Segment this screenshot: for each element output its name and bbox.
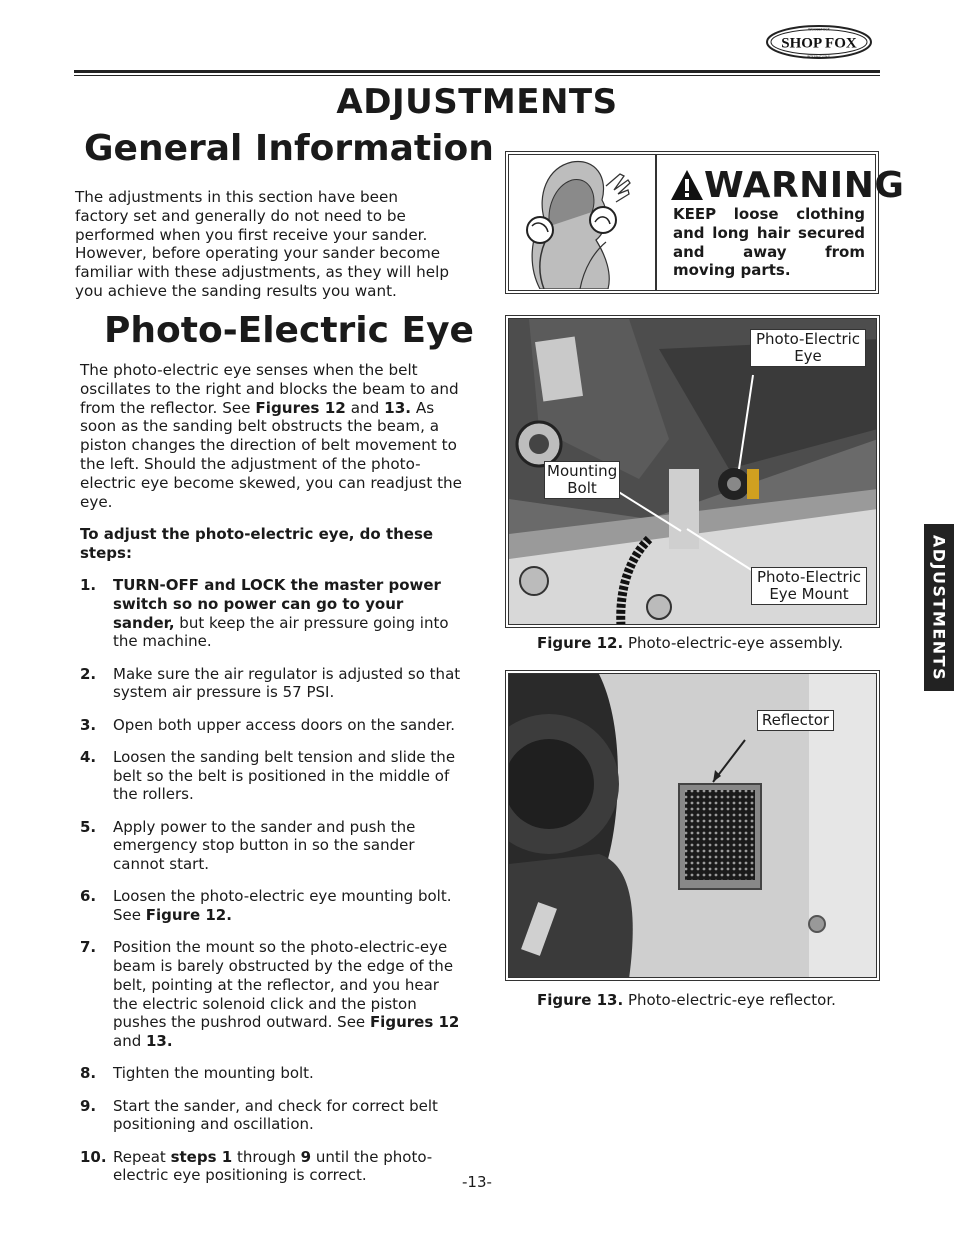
callout-photo-electric-eye: Photo-Electric Eye — [750, 329, 866, 367]
step-3: 3. Open both upper access doors on the sander. — [80, 715, 455, 734]
steps-list — [80, 576, 465, 1199]
step-2: 2. Make sure the air regulator is adjusted so that system air pressure is 57 PSI. — [80, 664, 461, 702]
figure-12-caption: Figure 12. Photo-electric-eye assembly. — [537, 634, 844, 652]
svg-text:INTERNATIONAL: INTERNATIONAL — [806, 54, 832, 59]
callout-mounting-bolt: Mounting Bolt — [544, 461, 620, 499]
step-6: 6. Loosen the photo-electric eye mounting bolt. See Figure 12. — [80, 887, 452, 925]
section-title: ADJUSTMENTS — [336, 82, 618, 122]
steps-intro: To adjust the photo-electric eye, do these steps: — [80, 525, 434, 562]
step-1: 1. TURN-OFF and LOCK the master power switch so no power can go to your sander, but keep the air pressure going into the machine. — [80, 576, 449, 651]
warning-triangle-icon — [670, 169, 704, 201]
warning-text: KEEP loose clothing and long hair secured and away from moving parts. — [673, 205, 865, 280]
page-number: -13- — [462, 1173, 492, 1191]
logo-text: SHOP FOX — [781, 35, 857, 52]
step-8: 8. Tighten the mounting bolt. — [80, 1064, 314, 1083]
shop-fox-logo — [766, 24, 872, 60]
step-7: 7. Position the mount so the photo-electric-eye beam is barely obstructed by the edge of the belt, pointing at the reflector, and you hear the electric solenoid click and the piston pushes the pushrod outward. See Figures 12 and 13. — [80, 938, 460, 1051]
general-heading: General Information — [84, 128, 494, 169]
step-4: 4. Loosen the sanding belt tension and slide the belt so the belt is positioned in the middle of the rollers. — [80, 747, 456, 804]
callout-eye-mount: Photo-Electric Eye Mount — [751, 567, 867, 605]
step-9: 9. Start the sander, and check for correct belt positioning and oscillation. — [80, 1096, 438, 1134]
step-10: 10. Repeat steps 1 through 9 until the photo-electric eye positioning is correct. — [80, 1147, 433, 1185]
photo-body: The photo-electric eye senses when the belt oscillates to the right and blocks the beam to and from the reflector. See Figures 12 and 13. As soon as the sanding belt obstructs the beam, a piston changes the direction of belt movement to the left. Should the adjustment of the photo-electric eye become skewed, you can readjust the eye. — [80, 361, 463, 511]
callout-reflector: Reflector — [757, 710, 834, 731]
warning-title: WARNING — [704, 165, 905, 206]
figure-13-caption: Figure 13. Photo-electric-eye reflector. — [537, 991, 836, 1009]
side-tab-adjustments: ADJUSTMENTS — [924, 524, 954, 691]
step-5: 5. Apply power to the sander and push the emergency stop button in so the sander cannot start. — [80, 817, 416, 874]
svg-text:WOODSTOCK: WOODSTOCK — [808, 27, 830, 32]
header-rule — [74, 70, 880, 73]
photo-heading: Photo-Electric Eye — [104, 310, 474, 351]
header-rule-thin — [74, 75, 880, 76]
warning-divider — [655, 154, 657, 291]
long-hair-hazard-illustration — [510, 156, 654, 289]
general-body: The adjustments in this section have been factory set and generally do not need to be performed when you first receive your sander. However, before operating your sander become familiar with these adjustments, as they will help you achieve the sanding results you want. — [75, 188, 450, 300]
